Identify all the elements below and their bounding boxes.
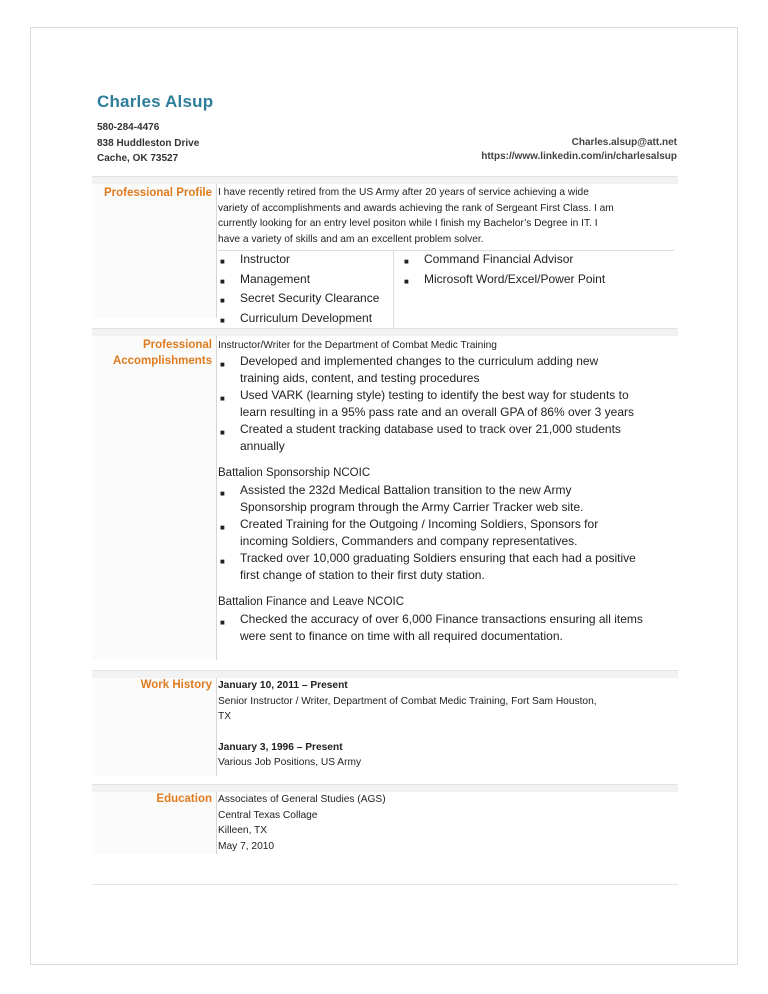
item-line: Used VARK (learning style) testing to identify the best way for students to bbox=[240, 388, 629, 402]
job-title: Various Job Positions, US Army bbox=[218, 757, 362, 768]
list-item bbox=[218, 387, 674, 421]
position-title: Instructor/Writer for the Department of Combat Medic Training bbox=[218, 340, 497, 351]
skill-item bbox=[402, 271, 605, 291]
degree: Associates of General Studies (AGS) bbox=[218, 794, 386, 805]
profile-line: variety of accomplishments and awards achieving the rank of Sergeant First Class. I am bbox=[218, 202, 614, 214]
square-bullet-icon: ■ bbox=[220, 557, 225, 566]
skills-table bbox=[218, 250, 674, 329]
square-bullet-icon: ■ bbox=[220, 296, 225, 305]
profile-section bbox=[92, 176, 678, 325]
subsection-heading: Battalion Finance and Leave NCOIC bbox=[218, 596, 405, 608]
city-state-zip: Cache, OK 73527 bbox=[97, 153, 179, 164]
section-divider bbox=[216, 336, 217, 660]
item-line: Assisted the 232d Medical Battalion transition to the new Army bbox=[240, 483, 572, 497]
contact-address-block bbox=[97, 120, 199, 167]
accomplishments-section bbox=[92, 328, 678, 660]
square-bullet-icon: ■ bbox=[220, 394, 225, 403]
item-line: learn resulting in a 95% pass rate and an overall GPA of 86% over 3 years bbox=[240, 405, 635, 419]
contact-online-block bbox=[481, 136, 677, 164]
skill-text: Instructor bbox=[240, 252, 291, 266]
job-date: January 3, 1996 – Present bbox=[218, 741, 343, 753]
item-line: Created Training for the Outgoing / Incoming Soldiers, Sponsors for bbox=[240, 517, 599, 531]
job-title: Senior Instructor / Writer, Department of Combat Medic Training, Fort Sam Houston, bbox=[218, 695, 597, 707]
list-item bbox=[218, 611, 674, 645]
item-line: annually bbox=[240, 439, 285, 453]
accomplishment-list bbox=[218, 353, 674, 455]
linkedin-url[interactable]: https://www.linkedin.com/in/charlesalsup bbox=[481, 151, 677, 162]
item-line: Developed and implemented changes to the curriculum adding new bbox=[240, 354, 599, 368]
square-bullet-icon: ■ bbox=[220, 360, 225, 369]
subsection-heading: Battalion Sponsorship NCOIC bbox=[218, 467, 371, 479]
square-bullet-icon: ■ bbox=[220, 618, 225, 627]
profile-content bbox=[218, 185, 674, 329]
list-item bbox=[218, 421, 674, 455]
profile-line: I have recently retired from the US Army after 20 years of service achieving a wide bbox=[218, 187, 589, 198]
item-line: were sent to finance on time with all required documentation. bbox=[240, 629, 563, 643]
work-history-section bbox=[92, 670, 678, 776]
skill-text: Secret Security Clearance bbox=[240, 291, 380, 305]
square-bullet-icon: ■ bbox=[220, 523, 225, 532]
job-date: January 10, 2011 – Present bbox=[218, 680, 348, 691]
school-name: Central Texas Collage bbox=[218, 809, 318, 821]
phone-number: 580-284-4476 bbox=[97, 122, 160, 133]
education-content bbox=[218, 792, 674, 854]
street-address: 838 Huddleston Drive bbox=[97, 137, 200, 149]
item-line: Tracked over 10,000 graduating Soldiers ensuring that each had a positive bbox=[240, 551, 636, 565]
skill-text: Command Financial Advisor bbox=[424, 252, 574, 266]
section-label-work: Work History bbox=[140, 679, 212, 691]
graduation-date: May 7, 2010 bbox=[218, 840, 275, 852]
section-divider bbox=[216, 184, 217, 318]
item-line: Checked the accuracy of over 6,000 Finance transactions ensuring all items bbox=[240, 612, 643, 626]
accomplishments-content bbox=[218, 338, 674, 645]
skill-text: Microsoft Word/Excel/Power Point bbox=[424, 271, 606, 286]
section-band bbox=[92, 176, 678, 184]
education-section bbox=[92, 784, 678, 854]
skills-column-left bbox=[218, 251, 394, 329]
skill-item bbox=[218, 290, 393, 310]
item-line: training aids, content, and testing procedures bbox=[240, 371, 480, 385]
list-item bbox=[218, 353, 674, 387]
square-bullet-icon: ■ bbox=[220, 257, 225, 266]
section-label-education: Education bbox=[156, 793, 212, 805]
candidate-name: Charles Alsup bbox=[97, 92, 214, 111]
profile-line: have a variety of skills and am an excellent problem solver. bbox=[218, 233, 484, 245]
accomplishment-list bbox=[218, 482, 674, 584]
list-item bbox=[218, 516, 674, 550]
profile-line: currently looking for an entry level positon while I finish my Bachelor’s Degree in IT. I bbox=[218, 218, 598, 229]
label-line: Accomplishments bbox=[112, 355, 212, 367]
item-line: Sponsorship program through the Army Carrier Tracker web site. bbox=[240, 500, 584, 514]
square-bullet-icon: ■ bbox=[220, 428, 225, 437]
bottom-rule bbox=[92, 884, 678, 885]
list-item bbox=[218, 550, 674, 584]
work-content bbox=[218, 678, 674, 771]
square-bullet-icon: ■ bbox=[220, 276, 225, 286]
item-line: Created a student tracking database used to track over 21,000 students bbox=[240, 422, 621, 436]
job-title: TX bbox=[218, 711, 232, 722]
label-background bbox=[92, 184, 216, 318]
section-divider bbox=[216, 678, 217, 776]
list-item bbox=[218, 482, 674, 516]
square-bullet-icon: ■ bbox=[404, 257, 409, 266]
section-band bbox=[92, 328, 678, 336]
accomplishment-list bbox=[218, 611, 674, 645]
skill-item bbox=[402, 251, 605, 271]
skill-item bbox=[218, 251, 393, 271]
label-line: Professional bbox=[142, 339, 212, 351]
resume-header bbox=[97, 92, 677, 164]
skill-text: Curriculum Development bbox=[240, 310, 373, 325]
skills-column-right bbox=[394, 251, 605, 329]
item-line: first change of station to their first duty station. bbox=[240, 568, 485, 582]
square-bullet-icon: ■ bbox=[404, 276, 409, 286]
square-bullet-icon: ■ bbox=[220, 315, 225, 325]
email-address[interactable]: Charles.alsup@att.net bbox=[571, 137, 677, 148]
section-divider bbox=[216, 792, 217, 854]
skill-item bbox=[218, 310, 393, 330]
school-location: Killeen, TX bbox=[218, 825, 268, 836]
skill-item bbox=[218, 271, 393, 291]
section-label-accomplishments bbox=[92, 337, 212, 369]
skill-text: Management bbox=[240, 271, 311, 286]
square-bullet-icon: ■ bbox=[220, 489, 225, 498]
label-background bbox=[92, 336, 216, 660]
section-label-profile: Professional Profile bbox=[103, 187, 212, 199]
item-line: incoming Soldiers, Commanders and company representatives. bbox=[240, 534, 578, 548]
